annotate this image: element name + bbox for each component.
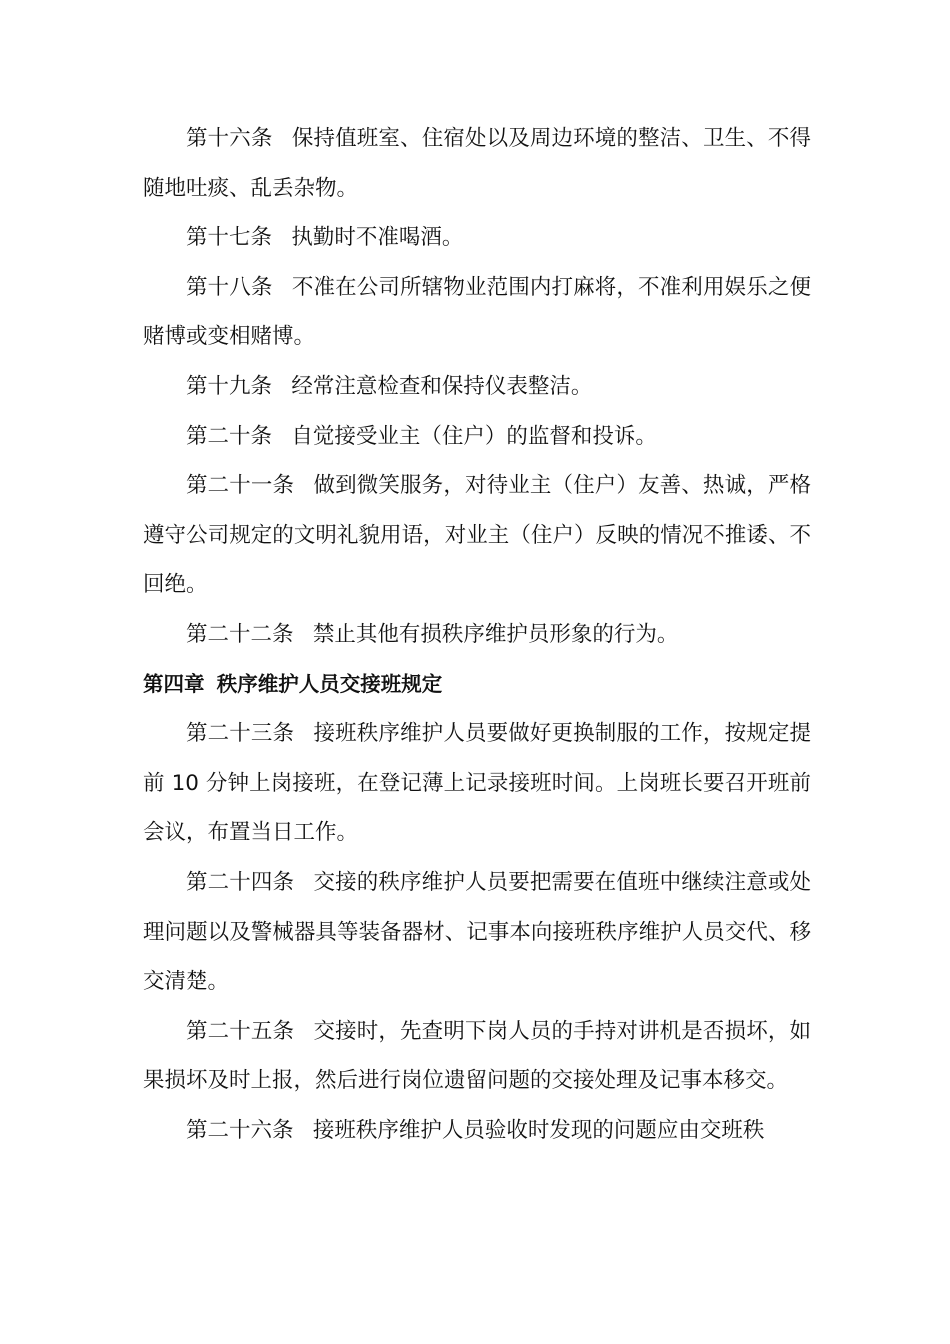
article-text: 自觉接受业主（住户）的监督和投诉。 <box>291 423 657 449</box>
chapter-number: 第四章 <box>143 671 205 696</box>
document-page <box>143 114 811 1155</box>
article-number: 第二十条 <box>186 423 273 449</box>
article-text: 执勤时不准喝酒。 <box>291 225 464 251</box>
article-text: 接班秩序维护人员要做好更换制服的工作，按规定提前 10 分钟上岗接班，在登记薄上记录接班时间。上岗班长要召开班前会议，布置当日工作。 <box>143 721 811 846</box>
article-number: 第二十六条 <box>186 1117 294 1143</box>
article-17 <box>143 213 811 263</box>
article-text: 不准在公司所辖物业范围内打麻将，不准利用娱乐之便赌博或变相赌博。 <box>143 274 811 350</box>
article-21 <box>143 461 811 610</box>
article-number: 第十八条 <box>186 274 273 300</box>
article-number: 第二十四条 <box>186 869 295 895</box>
article-number: 第十七条 <box>186 225 273 251</box>
article-19 <box>143 362 811 412</box>
article-18 <box>143 263 811 362</box>
article-23 <box>143 709 811 858</box>
article-text: 经常注意检查和保持仪表整洁。 <box>291 373 593 399</box>
article-text: 交接的秩序维护人员要把需要在值班中继续注意或处理问题以及警械器具等装备器材、记事本向接班秩序维护人员交代、移交清楚。 <box>143 869 811 995</box>
article-24 <box>143 858 811 1007</box>
article-text: 禁止其他有损秩序维护员形象的行为。 <box>312 621 679 647</box>
article-number: 第十九条 <box>186 373 273 399</box>
article-text: 接班秩序维护人员验收时发现的问题应由交班秩 <box>312 1117 765 1143</box>
chapter-title: 秩序维护人员交接班规定 <box>216 671 443 696</box>
article-16 <box>143 114 811 213</box>
article-number: 第二十三条 <box>186 721 295 747</box>
article-25 <box>143 1007 811 1106</box>
article-number: 第二十五条 <box>186 1018 295 1044</box>
chapter-heading <box>143 660 811 710</box>
article-text: 保持值班室、住宿处以及周边环境的整洁、卫生、不得随地吐痰、乱丢杂物。 <box>143 126 811 201</box>
article-26 <box>143 1106 811 1156</box>
article-text: 做到微笑服务，对待业主（住户）友善、热诚，严格遵守公司规定的文明礼貌用语，对业主（住户）反映的情况不推诿、不回绝。 <box>143 473 811 598</box>
article-number: 第十六条 <box>186 126 273 151</box>
article-text: 交接时，先查明下岗人员的手持对讲机是否损坏，如果损坏及时上报，然后进行岗位遗留问题的交接处理及记事本移交。 <box>143 1018 811 1094</box>
article-number: 第二十二条 <box>186 621 294 647</box>
article-22 <box>143 610 811 660</box>
article-20 <box>143 412 811 462</box>
article-number: 第二十一条 <box>186 473 295 499</box>
